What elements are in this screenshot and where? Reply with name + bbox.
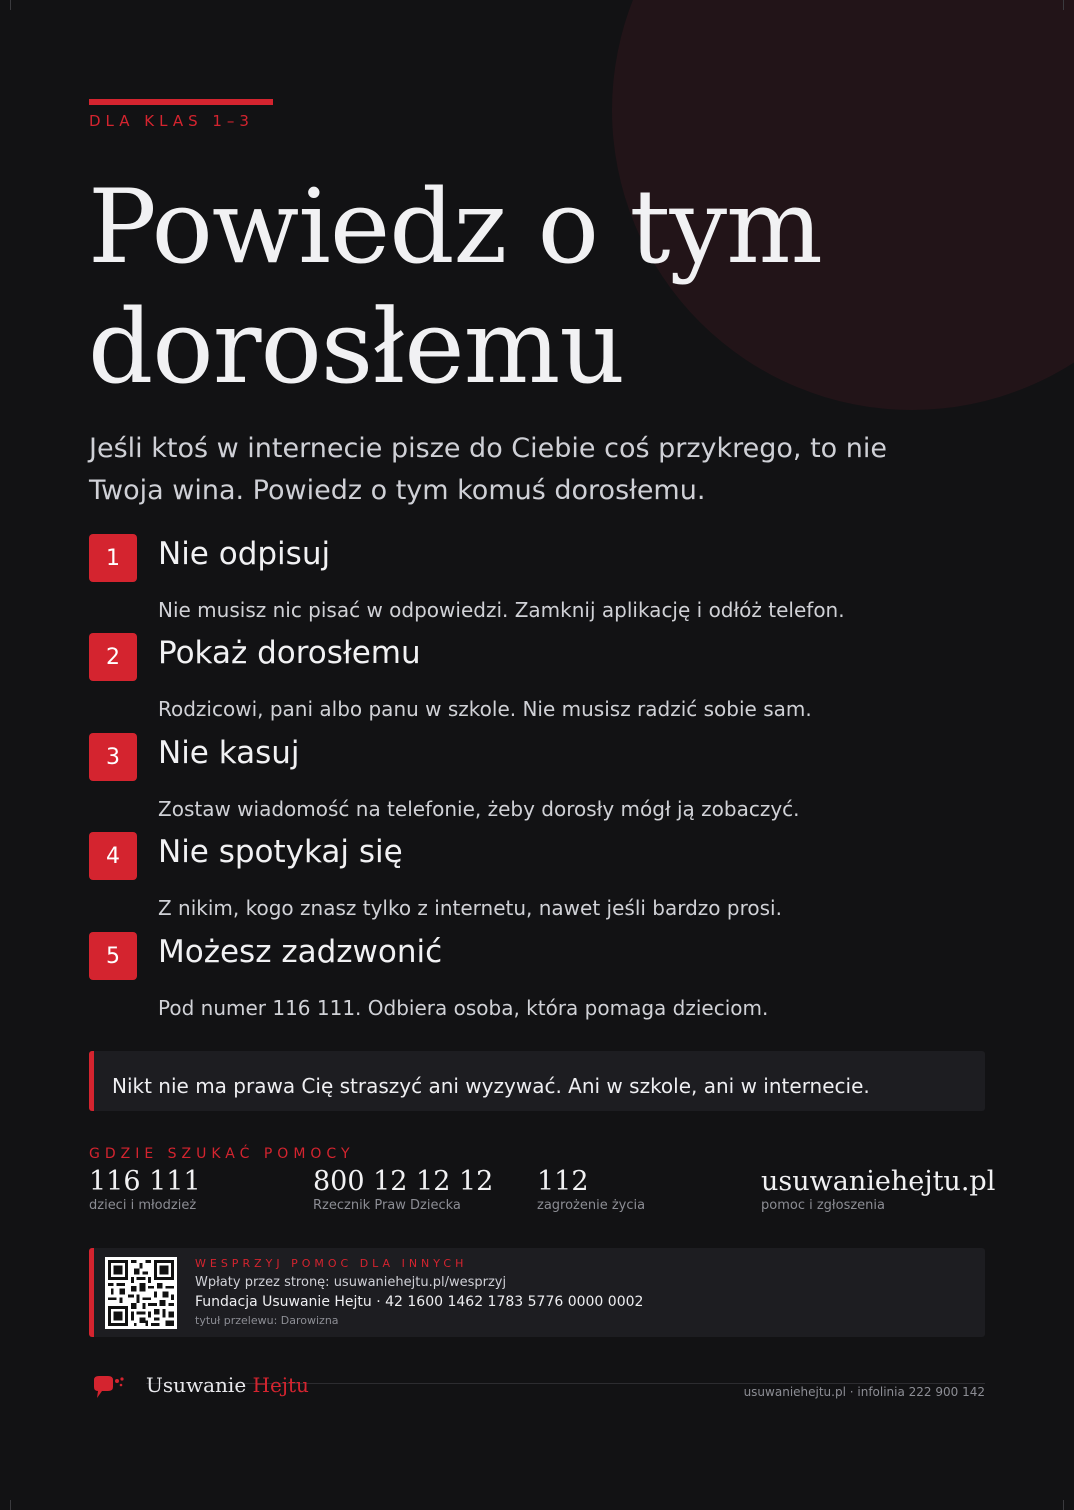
footer-contact-info: usuwaniehejtu.pl · infolinia 222 900 142 [743, 1385, 985, 1399]
crop-mark [1063, 1500, 1074, 1510]
accent-bar [89, 99, 273, 105]
step-number-badge: 3 [89, 733, 137, 781]
crop-mark [1063, 0, 1074, 10]
step-description: Zostaw wiadomość na telefonie, żeby dorosły mógł ją zobaczyć. [158, 797, 800, 821]
callout-box [89, 1051, 985, 1111]
step-description: Z nikim, kogo znasz tylko z internetu, nawet jeśli bardzo prosi. [158, 896, 782, 920]
crop-mark [0, 0, 11, 10]
crop-mark [0, 1500, 11, 1510]
step-description: Nie musisz nic pisać w odpowiedzi. Zamknij aplikację i odłóż telefon. [158, 598, 845, 622]
helpline-website: usuwaniehejtu.pl [761, 1166, 996, 1197]
support-heading: WESPRZYJ POMOC DLA INNYCH [195, 1257, 468, 1270]
speech-bubble-logo-icon [92, 1376, 126, 1408]
step-description: Pod numer 116 111. Odbiera osoba, która pomaga dzieciom. [158, 996, 769, 1020]
helpline-label: pomoc i zgłoszenia [761, 1198, 885, 1213]
step-number-badge: 1 [89, 534, 137, 582]
helpline-item [89, 1166, 201, 1213]
qr-code-icon [105, 1257, 177, 1329]
step-number-badge: 4 [89, 832, 137, 880]
step-description: Rodzicowi, pani albo panu w szkole. Nie musisz radzić sobie sam. [158, 697, 812, 721]
helpline-label: Rzecznik Praw Dziecka [313, 1198, 461, 1213]
page-title [88, 168, 822, 408]
support-box [89, 1248, 985, 1337]
brand-name-main: Usuwanie [146, 1373, 247, 1397]
title-line-2: dorosłemu [88, 288, 625, 407]
kicker: DLA KLAS 1–3 [89, 112, 254, 130]
step-title: Nie odpisuj [158, 536, 331, 572]
step-title: Nie kasuj [158, 735, 300, 771]
step-title: Możesz zadzwonić [158, 934, 443, 970]
helpline-number: 800 12 12 12 [313, 1166, 494, 1197]
helpline-number: 116 111 [89, 1166, 201, 1197]
support-transfer-title: tytuł przelewu: Darowizna [195, 1314, 339, 1327]
callout-text: Nikt nie ma prawa Cię straszyć ani wyzywać. Ani w szkole, ani w internecie. [112, 1074, 870, 1098]
title-line-1: Powiedz o tym [88, 168, 822, 287]
step-title: Pokaż dorosłemu [158, 635, 421, 671]
helpline-item [537, 1166, 645, 1213]
help-heading: GDZIE SZUKAĆ POMOCY [89, 1146, 355, 1162]
brand-name-accent: Hejtu [252, 1373, 309, 1397]
brand-name [146, 1373, 309, 1397]
helpline-number: 112 [537, 1166, 589, 1197]
support-bank-account: Fundacja Usuwanie Hejtu · 42 1600 1462 1783 5776 0000 0002 [195, 1294, 644, 1310]
helpline-item [313, 1166, 493, 1213]
step-number-badge: 2 [89, 633, 137, 681]
support-donation-link: Wpłaty przez stronę: usuwaniehejtu.pl/wesprzyj [195, 1275, 507, 1290]
helpline-label: dzieci i młodzież [89, 1198, 197, 1213]
helpline-label: zagrożenie życia [537, 1198, 646, 1213]
lead-paragraph: Jeśli ktoś w internecie pisze do Ciebie coś przykrego, to nie Twoja wina. Powiedz o tym komuś dorosłemu. [89, 433, 887, 506]
helpline-item [761, 1166, 995, 1213]
step-number-badge: 5 [89, 932, 137, 980]
step-title: Nie spotykaj się [158, 834, 403, 870]
